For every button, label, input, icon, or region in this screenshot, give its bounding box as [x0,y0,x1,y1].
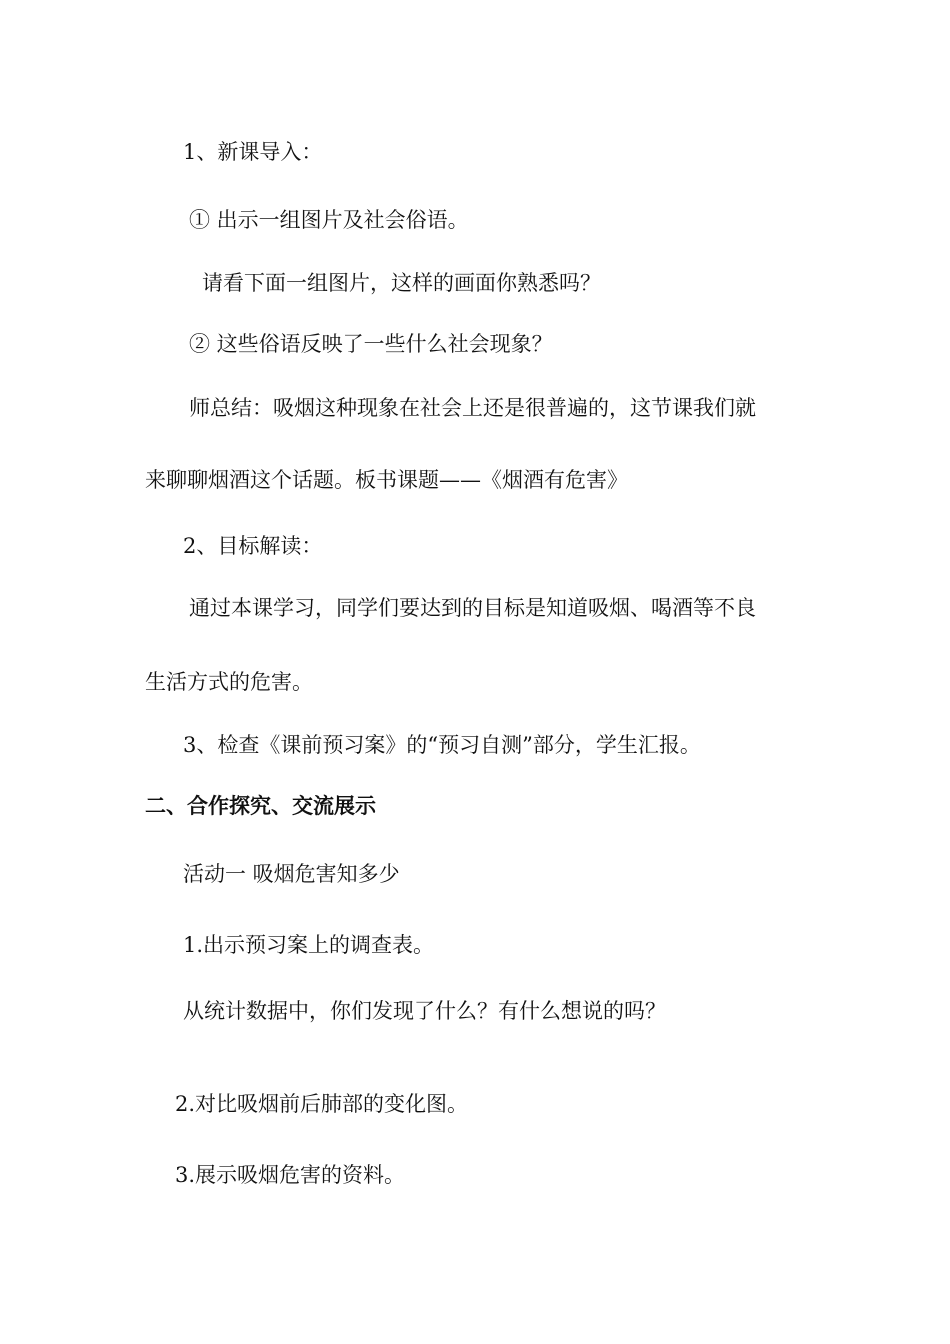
item-survey-table: 1.出示预习案上的调查表。 [183,933,435,957]
section-heading-cooperation: 二、合作探究、交流展示 [145,794,376,818]
text-goal-description-cont: 生活方式的危害。 [145,670,313,694]
item-goal-reading: 2、目标解读： [183,534,323,558]
text-teacher-summary-cont: 来聊聊烟酒这个话题。板书课题——《烟酒有危害》 [145,468,628,492]
item-smoking-hazards: 3.展示吸烟危害的资料。 [175,1163,406,1187]
item-lung-comparison: 2.对比吸烟前后肺部的变化图。 [175,1092,469,1116]
text-question-pictures: 请看下面一组图片，这样的画面你熟悉吗？ [202,271,601,295]
text-goal-description: 通过本课学习，同学们要达到的目标是知道吸烟、喝酒等不良 [189,596,756,620]
item-social-phenomenon: ② 这些俗语反映了一些什么社会现象？ [189,332,553,356]
text-statistics-question: 从统计数据中，你们发现了什么？有什么想说的吗？ [183,999,666,1023]
item-new-lesson-intro: 1、新课导入： [183,140,323,164]
item-show-pictures: ① 出示一组图片及社会俗语。 [189,208,469,232]
item-check-preview: 3、检查《课前预习案》的“预习自测”部分，学生汇报。 [183,733,701,757]
text-teacher-summary: 师总结：吸烟这种现象在社会上还是很普遍的，这节课我们就 [189,396,756,420]
activity-one-title: 活动一 吸烟危害知多少 [183,862,400,886]
